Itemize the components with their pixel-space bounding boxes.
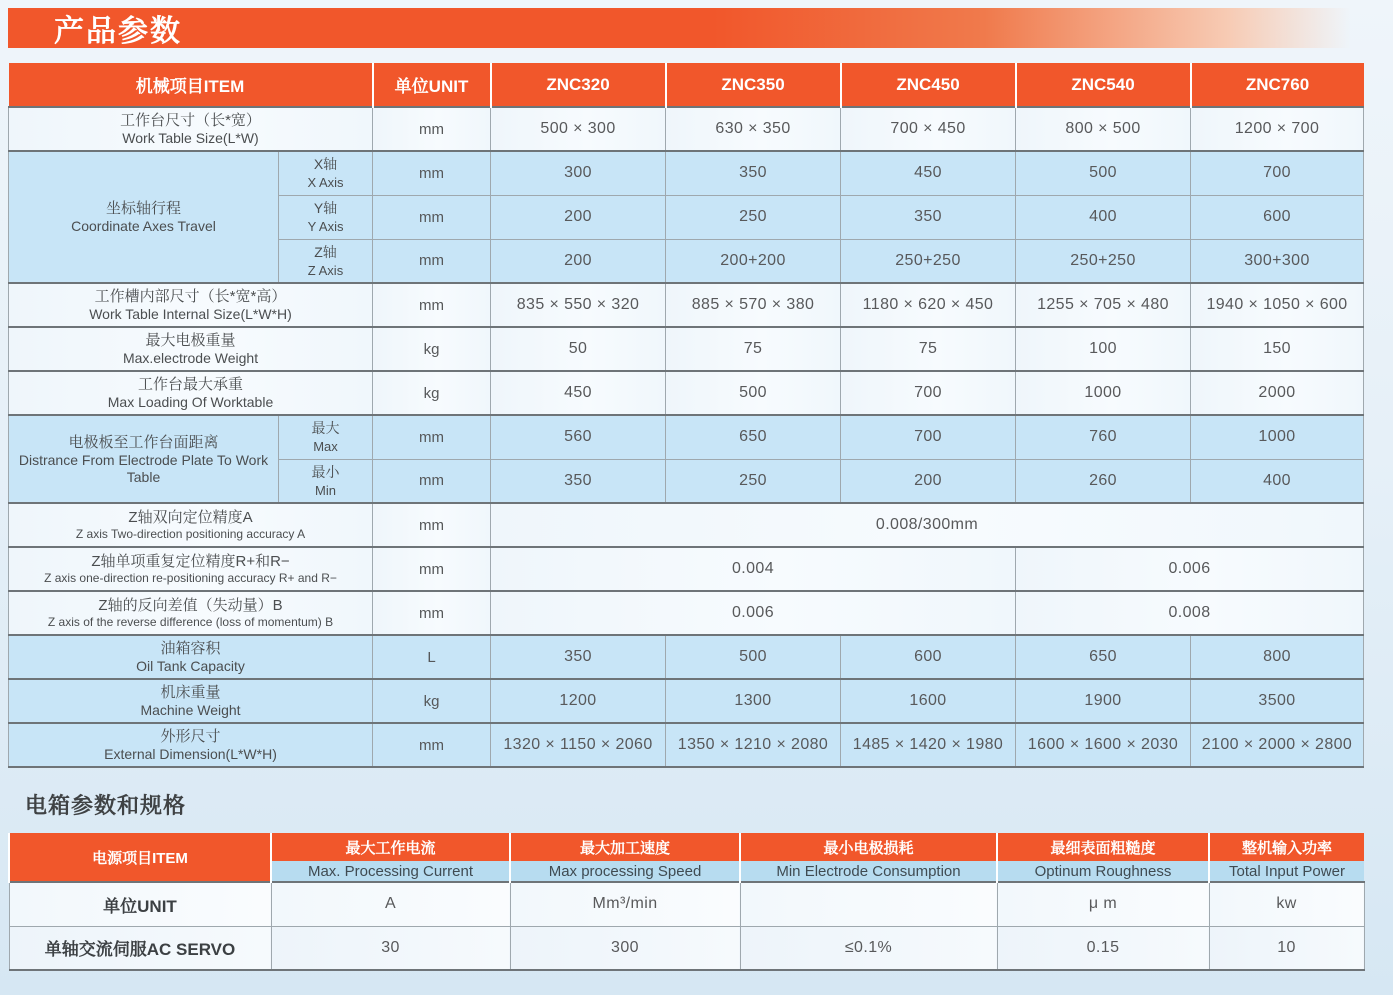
row-label-zh: Z轴双向定位精度A (128, 509, 253, 526)
unit-cell: mm (373, 415, 491, 459)
sub-label-zh: Z轴 (314, 243, 337, 260)
sub-label (279, 195, 373, 239)
value-cell: 250 (666, 195, 841, 239)
sub-label-zh: X轴 (313, 156, 338, 173)
row-label (9, 283, 373, 327)
table-row (9, 723, 1364, 767)
table-row (9, 107, 1364, 151)
value-cell: 650 (1016, 635, 1191, 679)
row-label: 单轴交流伺服AC SERVO (9, 926, 271, 970)
table-header-row-zh (9, 833, 1364, 861)
page-title: 产品参数 (54, 15, 182, 48)
value-cell: 600 (1191, 195, 1364, 239)
product-params-banner (8, 8, 1364, 48)
header-power-item: 电源项目ITEM (9, 833, 271, 882)
value-cell: Mm³/min (510, 882, 740, 926)
value-cell: 500 (666, 371, 841, 415)
value-cell: 450 (841, 151, 1016, 195)
value-cell: 800 × 500 (1016, 107, 1191, 151)
value-cell: 30 (271, 926, 510, 970)
sub-label-zh: 最小 (311, 463, 340, 480)
row-label-en: Coordinate Axes Travel (71, 218, 216, 234)
merged-value-cell: 0.004 (491, 547, 1016, 591)
value-cell: 75 (666, 327, 841, 371)
row-label-zh: 坐标轴行程 (105, 200, 181, 217)
value-cell: 700 (1191, 151, 1364, 195)
row-label-en: Max.electrode Weight (122, 350, 259, 366)
sub-label-en: Max (313, 439, 338, 455)
value-cell: 250+250 (1016, 239, 1191, 283)
unit-cell: mm (373, 195, 491, 239)
value-cell: μ m (997, 882, 1209, 926)
row-label (9, 723, 373, 767)
value-cell: 400 (1191, 459, 1364, 503)
value-cell: 560 (491, 415, 666, 459)
electrical-section-title: 电箱参数和规格 (25, 793, 187, 818)
value-cell: 835 × 550 × 320 (491, 283, 666, 327)
header-roughness-zh: 最细表面粗糙度 (997, 833, 1209, 861)
unit-cell: kg (373, 327, 491, 371)
value-cell: 1900 (1016, 679, 1191, 723)
value-cell: 50 (491, 327, 666, 371)
sub-label (279, 415, 373, 459)
row-label-zh: 外形尺寸 (160, 728, 221, 745)
row-label-en: Work Table Internal Size(L*W*H) (89, 306, 292, 322)
row-label (9, 107, 373, 151)
unit-cell: L (373, 635, 491, 679)
row-label-zh: 最大电极重量 (145, 332, 236, 349)
value-cell: 2100 × 2000 × 2800 (1191, 723, 1364, 767)
row-label-zh: 电极板至工作台面距离 (68, 433, 219, 451)
value-cell: 700 × 450 (841, 107, 1016, 151)
header-input-power-zh: 整机输入功率 (1209, 833, 1364, 861)
row-label (9, 503, 373, 547)
table-row (9, 371, 1364, 415)
value-cell: 1485 × 1420 × 1980 (841, 723, 1016, 767)
value-cell: 1000 (1191, 415, 1364, 459)
header-model-znc320: ZNC320 (491, 63, 666, 107)
row-label-en: Work Table Size(L*W) (122, 130, 259, 146)
header-model-znc350: ZNC350 (666, 63, 841, 107)
value-cell: 1200 × 700 (1191, 107, 1364, 151)
value-cell: 350 (491, 635, 666, 679)
sub-label-en: Min (315, 482, 336, 498)
table-row (9, 151, 1364, 195)
value-cell: 200 (491, 195, 666, 239)
row-label: 单位UNIT (9, 882, 271, 926)
sub-label-zh: 最大 (311, 420, 340, 437)
value-cell: 100 (1016, 327, 1191, 371)
row-label-zh: 工作台尺寸（长*宽） (120, 112, 261, 129)
row-label (9, 151, 279, 283)
value-cell: 250+250 (841, 239, 1016, 283)
table-row (9, 503, 1364, 547)
value-cell: 700 (841, 371, 1016, 415)
row-label (9, 327, 373, 371)
row-label (9, 371, 373, 415)
value-cell: 1600 (841, 679, 1016, 723)
value-cell: 760 (1016, 415, 1191, 459)
unit-cell: mm (373, 503, 491, 547)
header-max-current-zh: 最大工作电流 (271, 833, 510, 861)
value-cell: 700 (841, 415, 1016, 459)
table-row (9, 415, 1364, 459)
value-cell: 1000 (1016, 371, 1191, 415)
value-cell: 2000 (1191, 371, 1364, 415)
value-cell: 885 × 570 × 380 (666, 283, 841, 327)
row-label-en: Machine Weight (140, 702, 241, 718)
row-label-en: Max Loading Of Worktable (107, 394, 274, 410)
row-label (9, 635, 373, 679)
table-row (9, 635, 1364, 679)
table-row (9, 882, 1364, 926)
value-cell: ≤0.1% (740, 926, 997, 970)
value-cell: 500 × 300 (491, 107, 666, 151)
value-cell: 800 (1191, 635, 1364, 679)
row-label-en: Z axis of the reverse difference (loss of momentum) B (47, 615, 334, 629)
value-cell: 1320 × 1150 × 2060 (491, 723, 666, 767)
sub-label-en: Y Axis (307, 219, 344, 234)
row-label (9, 679, 373, 723)
value-cell: 350 (666, 151, 841, 195)
value-cell: 300+300 (1191, 239, 1364, 283)
unit-cell: mm (373, 151, 491, 195)
unit-cell: mm (373, 723, 491, 767)
value-cell: 0.15 (997, 926, 1209, 970)
header-item: 机械项目ITEM (9, 63, 373, 107)
sub-label-zh: Y轴 (313, 200, 338, 216)
header-model-znc540: ZNC540 (1016, 63, 1191, 107)
value-cell: 450 (491, 371, 666, 415)
value-cell: 300 (510, 926, 740, 970)
row-label-zh: 机床重量 (160, 684, 221, 701)
row-label-zh: 工作台最大承重 (138, 376, 244, 393)
table-row (9, 591, 1364, 635)
unit-cell: mm (373, 283, 491, 327)
value-cell: 500 (666, 635, 841, 679)
unit-cell: mm (373, 459, 491, 503)
table-header-row (9, 63, 1364, 107)
row-label (9, 415, 279, 503)
header-min-consumption-en: Min Electrode Consumption (740, 861, 997, 882)
value-cell: 200 (841, 459, 1016, 503)
row-label-zh: Z轴的反向差值（失动量）B (98, 597, 283, 614)
sub-label-en: X Axis (307, 175, 344, 191)
sub-label (279, 151, 373, 195)
header-model-znc760: ZNC760 (1191, 63, 1364, 107)
header-min-consumption-zh: 最小电极损耗 (740, 833, 997, 861)
row-label-zh: 油箱容积 (160, 640, 221, 657)
value-cell: 200 (491, 239, 666, 283)
row-label-en: External Dimension(L*W*H) (104, 746, 277, 762)
mechanical-parameters-table (8, 63, 1364, 768)
row-label-zh: 工作槽内部尺寸（长*宽*高） (94, 288, 287, 305)
row-label-en: Distrance From Electrode Plate To Work Table (18, 451, 269, 485)
header-model-znc450: ZNC450 (841, 63, 1016, 107)
value-cell: 250 (666, 459, 841, 503)
header-max-current-en: Max. Processing Current (271, 861, 510, 882)
row-label (9, 547, 373, 591)
table-row (9, 679, 1364, 723)
header-input-power-en: Total Input Power (1209, 861, 1364, 882)
value-cell: 650 (666, 415, 841, 459)
row-label-zh: Z轴单项重复定位精度R+和R− (91, 553, 290, 570)
value-cell: 600 (841, 635, 1016, 679)
unit-cell: mm (373, 547, 491, 591)
row-label-en: Oil Tank Capacity (136, 658, 245, 674)
merged-value-cell: 0.008/300mm (491, 503, 1364, 547)
value-cell: 1180 × 620 × 450 (841, 283, 1016, 327)
merged-value-cell: 0.008 (1016, 591, 1364, 635)
row-label-en: Z axis one-direction re-positioning accuracy R+ and R− (44, 571, 337, 585)
header-max-speed-zh: 最大加工速度 (510, 833, 740, 861)
value-cell: 150 (1191, 327, 1364, 371)
sub-label (279, 459, 373, 503)
value-cell: 3500 (1191, 679, 1364, 723)
value-cell (740, 882, 997, 926)
value-cell: 500 (1016, 151, 1191, 195)
table-row (9, 283, 1364, 327)
value-cell: 1940 × 1050 × 600 (1191, 283, 1364, 327)
value-cell: 1200 (491, 679, 666, 723)
sub-label-en: Z Axis (307, 262, 344, 278)
electrical-parameters-table (8, 833, 1365, 971)
value-cell: 1350 × 1210 × 2080 (666, 723, 841, 767)
unit-cell: kg (373, 679, 491, 723)
value-cell: 1300 (666, 679, 841, 723)
value-cell: 300 (491, 151, 666, 195)
header-roughness-en: Optinum Roughness (997, 861, 1209, 882)
value-cell: 350 (491, 459, 666, 503)
table-row (9, 926, 1364, 970)
header-unit: 单位UNIT (373, 63, 491, 107)
value-cell: 260 (1016, 459, 1191, 503)
value-cell: 200+200 (666, 239, 841, 283)
value-cell: 350 (841, 195, 1016, 239)
value-cell: 1600 × 1600 × 2030 (1016, 723, 1191, 767)
sub-label (279, 239, 373, 283)
value-cell: 630 × 350 (666, 107, 841, 151)
value-cell: 1255 × 705 × 480 (1016, 283, 1191, 327)
value-cell: 75 (841, 327, 1016, 371)
row-label-en: Z axis Two-direction positioning accuracy A (75, 527, 306, 541)
merged-value-cell: 0.006 (491, 591, 1016, 635)
header-max-speed-en: Max processing Speed (510, 861, 740, 882)
table-row (9, 327, 1364, 371)
unit-cell: kg (373, 371, 491, 415)
row-label (9, 591, 373, 635)
value-cell: 400 (1016, 195, 1191, 239)
unit-cell: mm (373, 591, 491, 635)
table-row (9, 547, 1364, 591)
unit-cell: mm (373, 239, 491, 283)
value-cell: kw (1209, 882, 1364, 926)
value-cell: A (271, 882, 510, 926)
merged-value-cell: 0.006 (1016, 547, 1364, 591)
value-cell: 10 (1209, 926, 1364, 970)
unit-cell: mm (373, 107, 491, 151)
